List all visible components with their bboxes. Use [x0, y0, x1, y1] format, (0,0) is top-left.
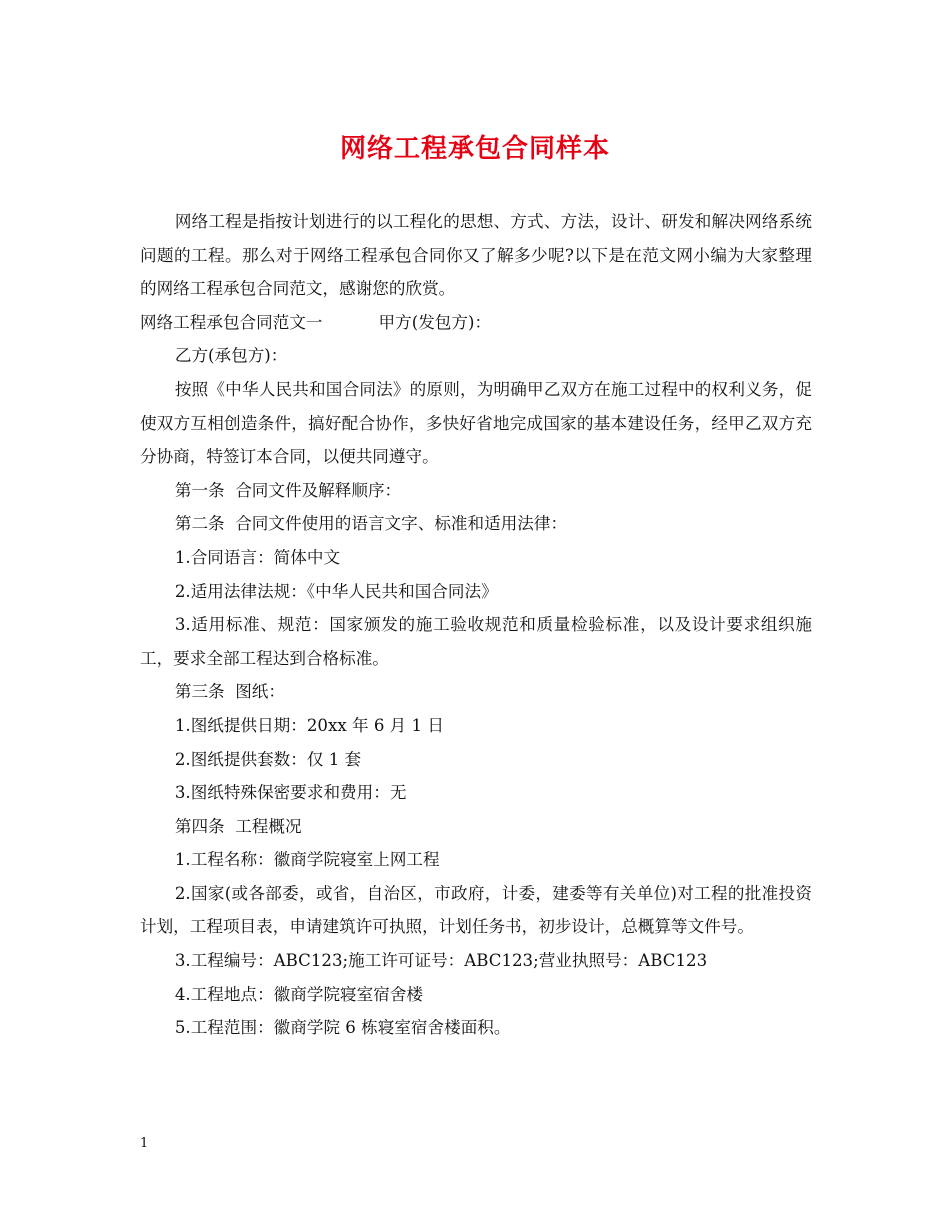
- party-b-label: 乙方(承包方)：: [174, 346, 288, 366]
- sample-heading-line: [140, 306, 812, 340]
- article-4-item: 3.工程编号：ABC123;施工许可证号：ABC123;营业执照号：ABC123: [174, 951, 708, 971]
- article-4-item: 5.工程范围：徽商学院 6 栋寝室宿舍楼面积。: [174, 1018, 511, 1038]
- article-4-heading: 第四条 工程概况: [174, 816, 302, 836]
- preamble-paragraph: 按照《中华人民共和国合同法》的原则，为明确甲乙双方在施工过程中的权利义务，促使双方互相创造条件，搞好配合协作，多快好省地完成国家的基本建设任务，经甲乙双方充分协商，特签订本合同，以便共同遵守。: [140, 379, 812, 467]
- intro-paragraph: 网络工程是指按计划进行的以工程化的思想、方式、方法，设计、研发和解决网络系统问题的工程。那么对于网络工程承包合同你又了解多少呢?以下是在范文网小编为大家整理的网络工程承包合同范文，感谢您的欣赏。: [140, 212, 812, 299]
- article-2-item: 2.适用法律法规：《中华人民共和国合同法》: [174, 581, 498, 601]
- article-2-item: 1.合同语言：简体中文: [174, 547, 341, 567]
- article-2-item: 3.适用标准、规范：国家颁发的施工验收规范和质量检验标准，以及设计要求组织施工，要求全部工程达到合格标准。: [140, 615, 812, 668]
- sample-heading: 网络工程承包合同范文一: [140, 312, 323, 332]
- article-3-heading: 第三条 图纸：: [174, 682, 285, 702]
- document-title: 网络工程承包合同样本: [339, 134, 610, 164]
- document-body: [140, 205, 812, 1045]
- article-2-heading: 第二条 合同文件使用的语言文字、标准和适用法律：: [174, 514, 568, 534]
- article-4-item: 1.工程名称：徽商学院寝室上网工程: [174, 850, 440, 870]
- article-1-heading: 第一条 合同文件及解释顺序：: [174, 480, 402, 500]
- article-3-item: 3.图纸特殊保密要求和费用：无: [174, 783, 407, 803]
- party-a-label: 甲方(发包方)：: [378, 312, 492, 332]
- article-4-item: 4.工程地点：徽商学院寝室宿舍楼: [174, 984, 424, 1004]
- article-4-item: 2.国家(或各部委，或省，自治区，市政府，计委，建委等有关单位)对工程的批准投资计划，工程项目表，申请建筑许可执照，计划任务书，初步设计，总概算等文件号。: [140, 883, 812, 937]
- article-3-item: 1.图纸提供日期：20xx 年 6 月 1 日: [174, 715, 444, 735]
- page-number: 1: [140, 1136, 149, 1151]
- article-3-item: 2.图纸提供套数：仅 1 套: [174, 749, 362, 769]
